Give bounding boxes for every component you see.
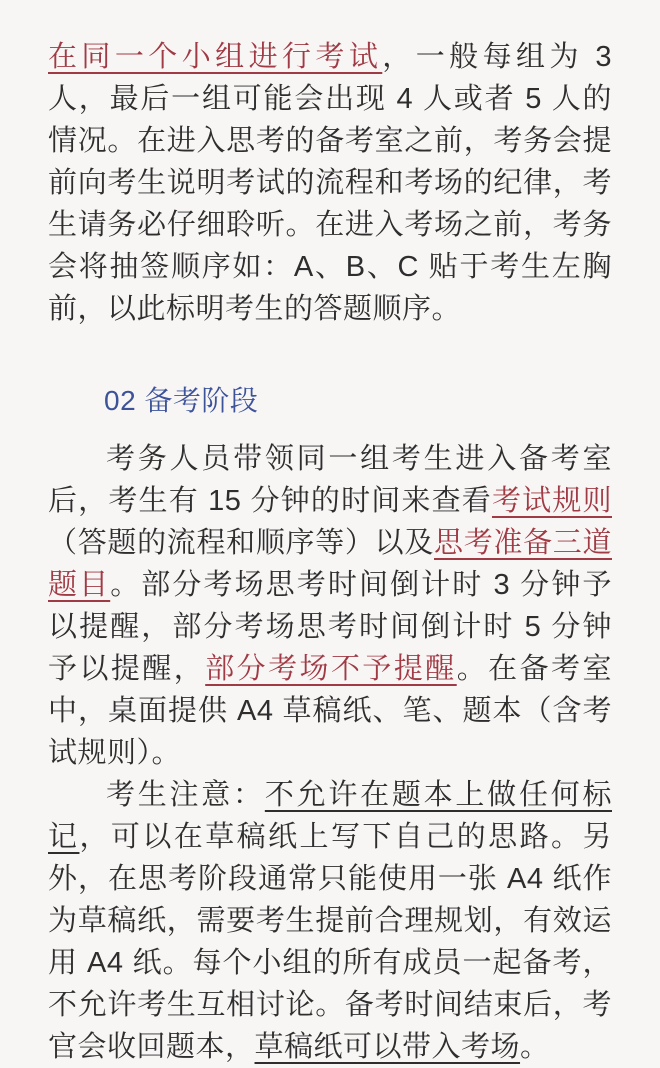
section-heading-prep-stage: 02 备考阶段 — [104, 385, 259, 416]
red-highlight-same-group: 在同一个小组进行考试 — [48, 41, 383, 73]
red-highlight-no-reminder: 部分考场不予提醒 — [205, 653, 457, 685]
body-text: 考生注意： — [106, 779, 265, 811]
paragraph-candidate-notes — [48, 774, 612, 1068]
body-text: 考务人员带领同一组考生进入备考室后，考生有 15 分钟的时间来查看 — [48, 443, 612, 517]
underline-draft-paper-allowed: 草稿纸可以带入考场 — [254, 1031, 521, 1063]
red-highlight-exam-rules: 考试规则 — [491, 485, 612, 517]
body-text: （答题的流程和顺序等）以及 — [48, 527, 435, 559]
body-text: 。在备考室中，桌面提供 A4 草稿纸、笔、题本（含考试规则）。 — [48, 653, 612, 769]
paragraph-exam-grouping — [48, 36, 612, 330]
body-text: 。 — [520, 1031, 550, 1063]
red-highlight-three-questions: 思考准备三道题目 — [48, 527, 612, 601]
paragraph-prep-room — [48, 438, 612, 774]
body-text: ，一般每组为 3 人，最后一组可能会出现 4 人或者 5 人的情况。在进入思考的备考室之前，考务会提前向考生说明考试的流程和考场的纪律，考生请务必仔细聆听。在进入考场之前，考务会将抽签顺序如：A、B、C 贴于考生左胸前，以此标明考生的答题顺序。 — [48, 41, 612, 325]
body-text: ，可以在草稿纸上写下自己的思路。另外，在思考阶段通常只能使用一张 A4 纸作为草稿纸，需要考生提前合理规划，有效运用 A4 纸。每个小组的所有成员一起备考，不允许考生互相讨论。备考时间结束后，考官会收回题本， — [48, 821, 612, 1063]
body-text: 。部分考场思考时间倒计时 3 分钟予以提醒，部分考场思考时间倒计时 5 分钟予以提醒， — [48, 569, 612, 685]
underline-no-marks-on-booklet: 不允许在题本上做任何标记 — [48, 779, 612, 853]
